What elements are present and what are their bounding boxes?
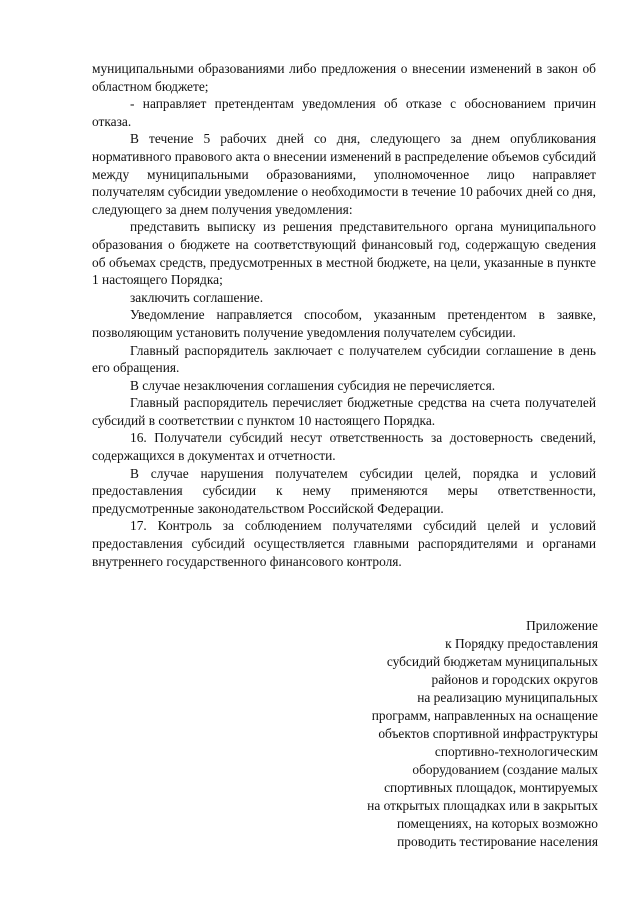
paragraph: Главный распорядитель перечисляет бюджетные средства на счета получателей субсидий в соответствии с пунктом 10 настоящего Порядка. <box>92 395 596 428</box>
paragraph: муниципальными образованиями либо предложения о внесении изменений в закон об областном бюджете; <box>92 61 596 94</box>
appendix-line: помещениях, на которых возможно <box>396 816 598 831</box>
appendix-line: районов и городских округов <box>431 672 598 687</box>
appendix-line: спортивных площадок, монтируемых <box>384 780 598 795</box>
paragraph: В случае нарушения получателем субсидии целей, порядка и условий предоставления субсидии к нему применяются меры ответственности, предусмотренные законодательством Российской Федерации. <box>92 465 596 516</box>
paragraph: В течение 5 рабочих дней со дня, следующего за днем опубликования нормативного правового акта о внесении изменений в распределение объемов субсидий между муниципальными образованиями, уполномоченное лицо направляет получателям субсидии уведомление о необходимости в течение 10 рабочих дней со дня, следующего за днем получения уведомления: <box>92 131 596 217</box>
paragraph: заключить соглашение. <box>130 289 264 305</box>
appendix-line: Приложение <box>526 618 598 633</box>
appendix-line: на открытых площадках или в закрытых <box>367 798 598 813</box>
appendix-line: на реализацию муниципальных <box>417 690 598 705</box>
paragraph: В случае незаключения соглашения субсидия не перечисляется. <box>130 377 496 393</box>
paragraph: Главный распорядитель заключает с получателем субсидии соглашение в день его обращения. <box>92 342 596 376</box>
paragraph: представить выписку из решения представительного органа муниципального образования о бюджете на соответствующий финансовый год, содержащую сведения об объемах средств, предусмотренных в местной бюджете, на цели, указанные в пункте 1 настоящего Порядка; <box>92 219 596 288</box>
appendix-line: оборудованием (создание малых <box>412 762 598 777</box>
appendix-line: субсидий бюджетам муниципальных <box>386 654 598 669</box>
paragraph: 16. Получатели субсидий несут ответственность за достоверность сведений, содержащихся в документах и отчетности. <box>92 430 596 464</box>
paragraph: Уведомление направляется способом, указанным претендентом в заявке, позволяющим установить получение уведомления получателем субсидии. <box>92 307 596 340</box>
appendix-line: к Порядку предоставления <box>445 636 598 651</box>
appendix-line: объектов спортивной инфраструктуры <box>378 726 598 741</box>
appendix-line: программ, направленных на оснащение <box>371 708 598 723</box>
paragraph: - направляет претендентам уведомления об отказе с обоснованием причин отказа. <box>92 96 596 129</box>
document-body <box>92 60 596 570</box>
appendix-line: спортивно-технологическим <box>434 744 598 759</box>
paragraph: 17. Контроль за соблюдением получателями субсидий целей и условий предоставления субсидий осуществляется главными распорядителями и органами внутреннего государственного финансового контроля. <box>92 518 596 569</box>
appendix-header <box>298 617 598 851</box>
appendix-line: проводить тестирование населения <box>397 834 598 849</box>
